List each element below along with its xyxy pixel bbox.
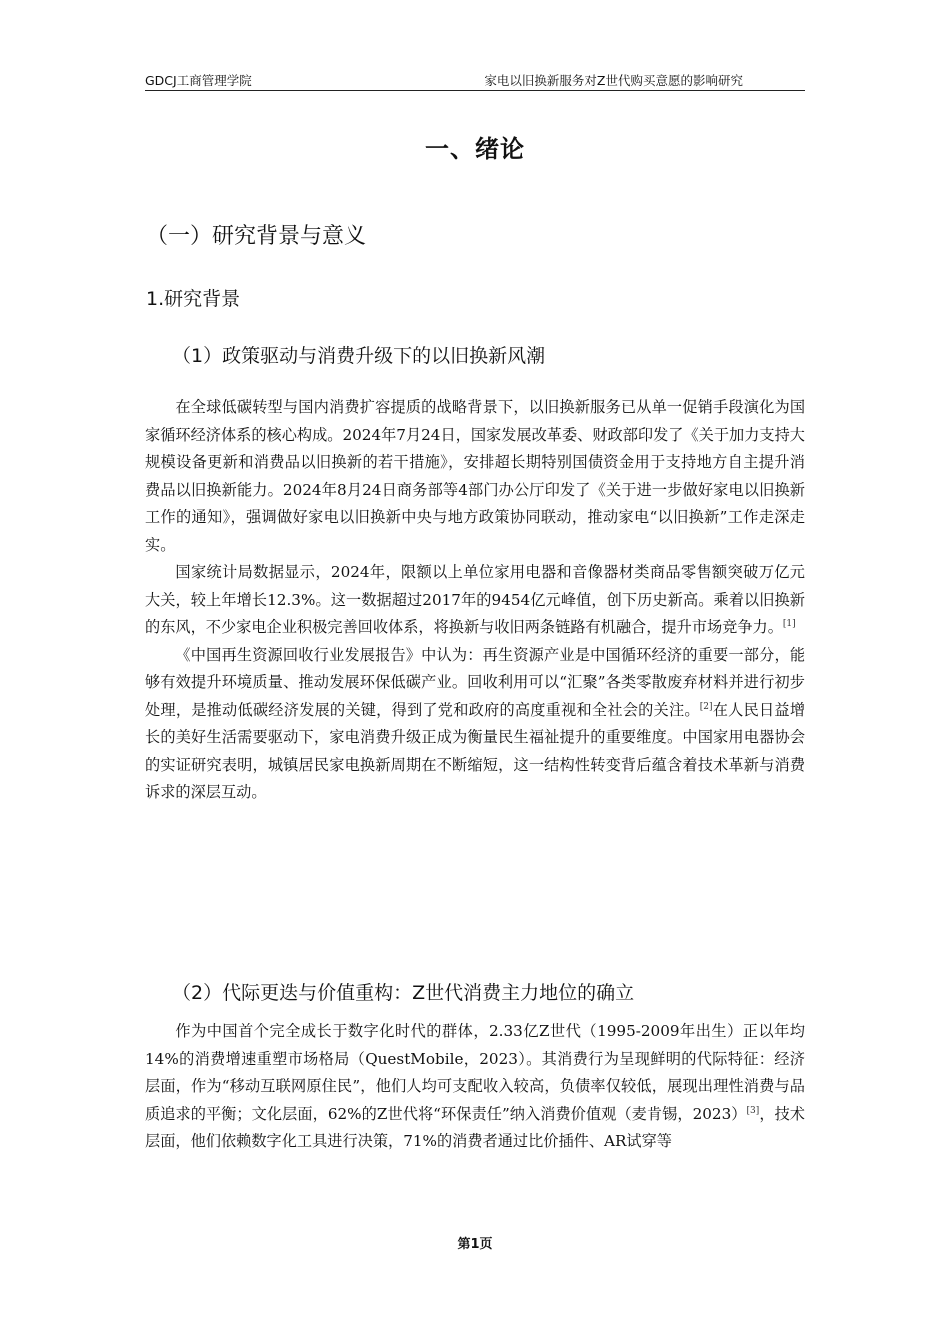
citation: [3] — [746, 1105, 760, 1116]
sub-heading-1: （1）政策驱动与消费升级下的以旧换新风潮 — [172, 345, 546, 367]
paragraph: 国家统计局数据显示，2024年，限额以上单位家用电器和音像器材类商品零售额突破万亿元大关，较上年增长12.3%。这一数据超过2017年的9454亿元峰值，创下历史新高。乘着以旧换新的东风，不少家电企业积极完善回收体系，将换新与收旧两条链路有机融合，提升市场竞争力。[1] — [145, 563, 805, 636]
subsection-heading: 1.研究背景 — [146, 288, 241, 310]
paragraph: 作为中国首个完全成长于数字化时代的群体，2.33亿Z世代（1995-2009年出生）正以年均14%的消费增速重塑市场格局（QuestMobile，2023）。其消费行为呈现鲜明的代际特征：经济层面，作为“移动互联网原住民”，他们人均可支配收入较高，负债率仅较低，展现出理性消费与品质追求的平衡；文化层面，62%的Z世代将“环保责任”纳入消费价值观（麦肯锡，2023）[3]，技术层面，他们依赖数字化工具进行决策，71%的消费者通过比价插件、AR试穿等 — [145, 1022, 805, 1150]
header-paper-title: 家电以旧换新服务对Z世代购买意愿的影响研究 — [484, 73, 743, 88]
section-heading: （一）研究背景与意义 — [146, 224, 367, 249]
page-number: 第1页 — [457, 1237, 493, 1252]
chapter-title: 一、绪论 — [425, 135, 525, 163]
body-block-2 — [145, 1018, 805, 1156]
paragraph: 《中国再生资源回收行业发展报告》中认为：再生资源产业是中国循环经济的重要一部分，能够有效提升环境质量、推动发展环保低碳产业。回收利用可以“汇聚”各类零散废弃材料并进行初步处理，是推动低碳经济发展的关键，得到了党和政府的高度重视和全社会的关注。[2]在人民日益增长的美好生活需要驱动下，家电消费升级正成为衡量民生福祉提升的重要维度。中国家用电器协会的实证研究表明，城镇居民家电换新周期在不断缩短，这一结构性转变背后蕴含着技术革新与消费诉求的深层互动。 — [145, 645, 806, 801]
citation: [2] — [699, 701, 713, 712]
sub-heading-2: （2）代际更迭与价值重构：Z世代消费主力地位的确立 — [172, 982, 635, 1004]
citation: [1] — [782, 618, 796, 629]
body-block-1 — [145, 394, 805, 807]
paragraph: 在全球低碳转型与国内消费扩容提质的战略背景下，以旧换新服务已从单一促销手段演化为国家循环经济体系的核心构成。2024年7月24日，国家发展改革委、财政部印发了《关于加力支持大规模设备更新和消费品以旧换新的若干措施》，安排超长期特别国债资金用于支持地方自主提升消费品以旧换新能力。2024年8月24日商务部等4部门办公厅印发了《关于进一步做好家电以旧换新工作的通知》，强调做好家电以旧换新中央与地方政策协同联动，推动家电“以旧换新”工作走深走实。 — [145, 398, 805, 554]
header-institution: GDCJ工商管理学院 — [145, 73, 252, 88]
page-header — [145, 70, 805, 91]
